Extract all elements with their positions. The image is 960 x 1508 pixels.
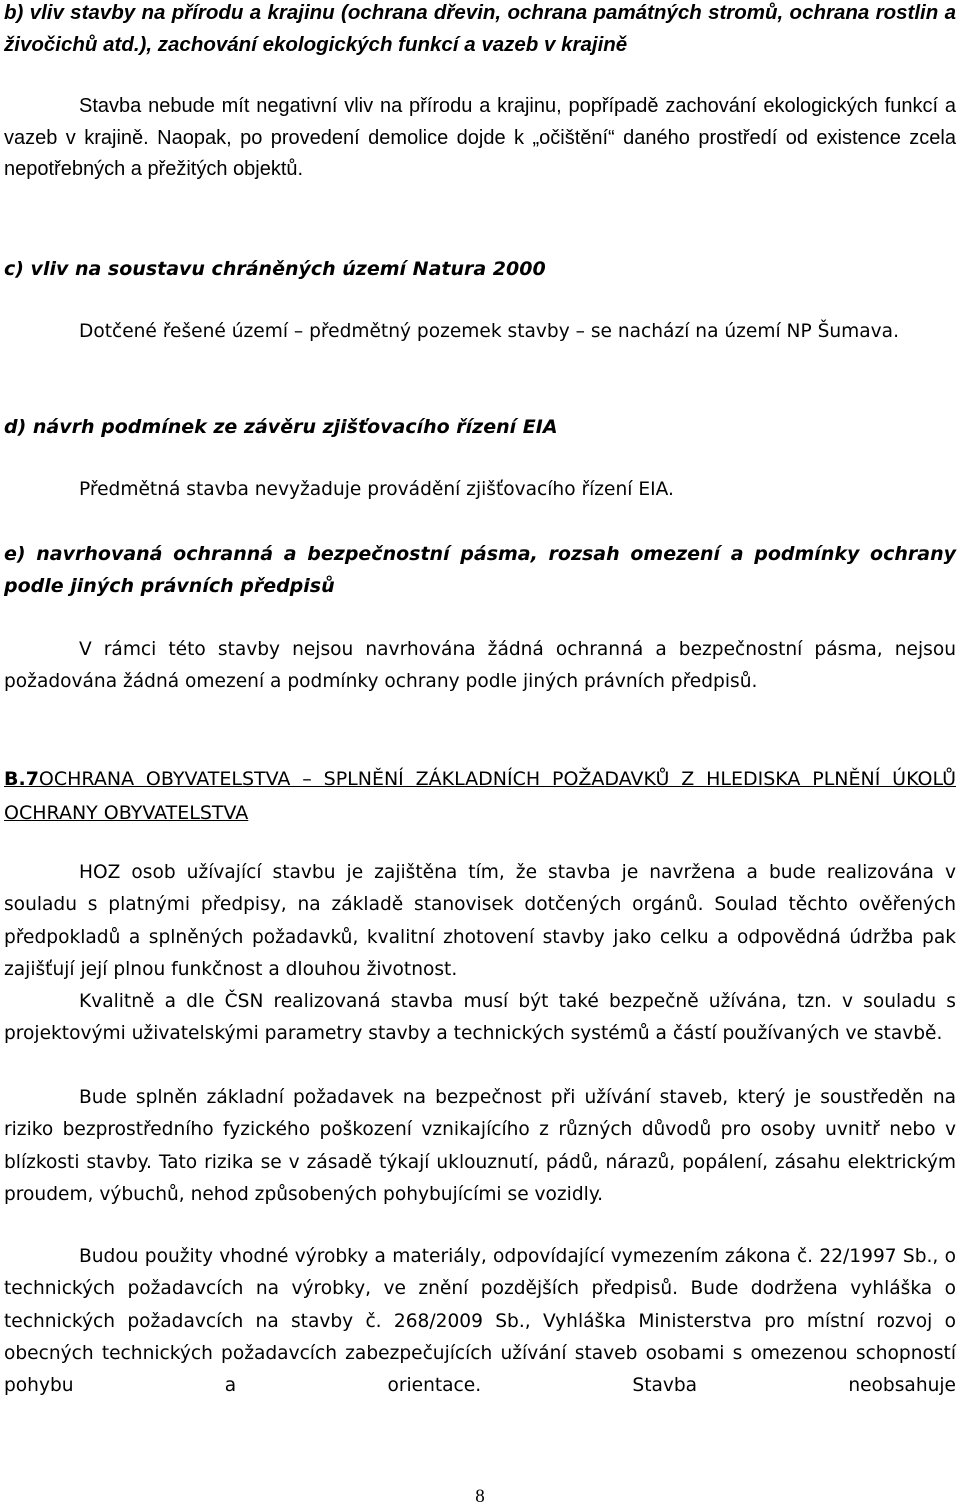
section-b7-paragraph-2: Kvalitně a dle ČSN realizovaná stavba musí být také bezpečně užívána, tzn. v souladu s projektovými uživatelskými parametry stavby a technických systémů a částí používaných ve stavbě. — [4, 991, 956, 1045]
section-b-paragraph: Stavba nebude mít negativní vliv na přírodu a krajinu, popřípadě zachování ekologických funkcí a vazeb v krajině. Naopak, po provedení demolice dojde k „očištění“ daného prostředí od existence zcela nepotřebných a přežitých objektů. — [4, 95, 956, 180]
page-number: 8 — [475, 1486, 485, 1507]
section-e-heading: e) navrhovaná ochranná a bezpečnostní pásma, rozsah omezení a podmínky ochrany podle jiných právních předpisů — [4, 543, 956, 597]
section-b7-number: B.7 — [4, 768, 39, 790]
section-b7-paragraph-4: Budou použity vhodné výrobky a materiály, odpovídající vymezením zákona č. 22/1997 Sb., o technických požadavcích na výrobky, ve znění pozdějších předpisů. Bude dodržena vyhláška o technických požadavcích na stavby č. 268/2009 Sb., Vyhláška Ministerstva pro místní rozvoj o obecných technických požadavcích zabezpečujících užívání staveb osobami s omezenou schopností pohybu a orientace. Stavba neobsahuje — [4, 1246, 956, 1397]
section-b7-title: OCHRANA OBYVATELSTVA – SPLNĚNÍ ZÁKLADNÍCH POŽADAVKŮ Z HLEDISKA PLNĚNÍ ÚKOLŮ OCHRANY OBYVATELSTVA — [4, 768, 956, 824]
section-b-heading: b) vliv stavby na přírodu a krajinu (ochrana dřevin, ochrana památných stromů, ochrana rostlin a živočichů atd.), zachování ekologických funkcí a vazeb v krajině — [4, 1, 956, 56]
section-e-paragraph: V rámci této stavby nejsou navrhována žádná ochranná a bezpečnostní pásma, nejsou požadována žádná omezení a podmínky ochrany podle jiných právních předpisů. — [4, 639, 956, 693]
section-d-paragraph: Předmětná stavba nevyžaduje provádění zjišťovacího řízení EIA. — [79, 479, 674, 500]
section-b7-heading — [4, 762, 956, 830]
section-c-heading: c) vliv na soustavu chráněných území Natura 2000 — [4, 258, 546, 280]
section-b7-paragraph-3: Bude splněn základní požadavek na bezpečnost při užívání staveb, který je soustředěn na riziko bezprostředního fyzického poškození vznikajícího z různých důvodů pro osoby uvnitř nebo v blízkosti stavby. Tato rizika se v zásadě týkají uklouznutí, pádů, nárazů, popálení, zásahu elektrickým proudem, výbuchů, nehod způsobených pohybujícími se vozidly. — [4, 1087, 956, 1205]
section-b7-paragraph-1: HOZ osob užívající stavbu je zajištěna tím, že stavba je navržena a bude realizována v souladu s platnými předpisy, na základě stanovisek dotčených orgánů. Soulad těchto ověřených předpokladů a splněných požadavků, kvalitní zhotovení stavby jako celku a odpovědná údržba pak zajišťují její plnou funkčnost a dlouhou životnost. — [4, 862, 956, 980]
section-c-paragraph: Dotčené řešené území – předmětný pozemek stavby – se nachází na území NP Šumava. — [79, 321, 899, 342]
section-d-heading: d) návrh podmínek ze závěru zjišťovacího řízení EIA — [4, 416, 558, 438]
